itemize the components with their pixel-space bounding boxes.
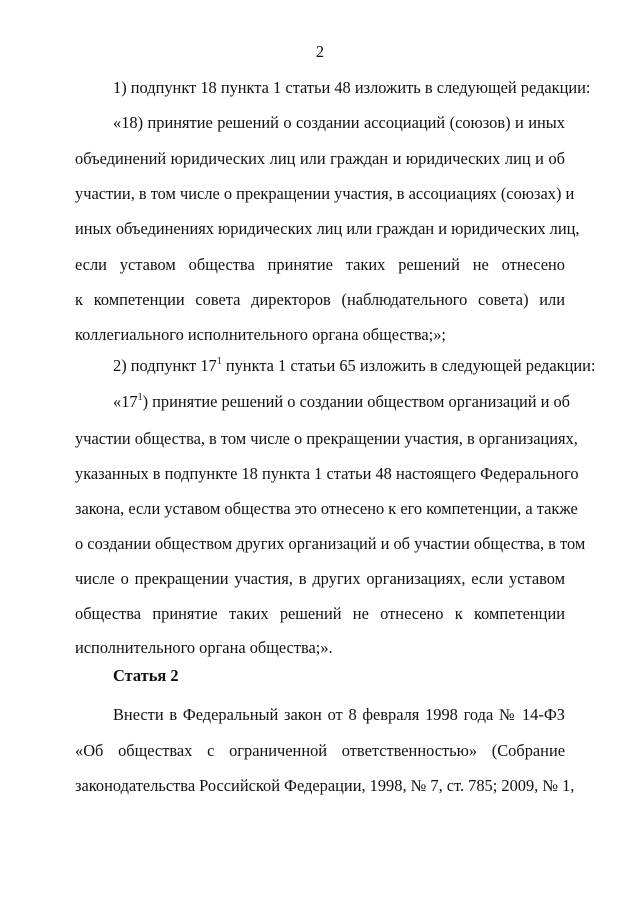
article-heading: Статья 2: [113, 666, 179, 685]
paragraph-line: 1) подпункт 18 пункта 1 статьи 48 изложить в следующей редакции:: [113, 78, 591, 97]
paragraph-line: если уставом общества принятие таких решений не отнесено: [75, 255, 565, 274]
paragraph-line: исполнительного органа общества;».: [75, 638, 333, 657]
page-number: 2: [315, 42, 325, 61]
paragraph-line: участии общества, в том числе о прекращении участия, в организациях,: [75, 429, 578, 448]
paragraph-line: Внести в Федеральный закон от 8 февраля 1998 года № 14-ФЗ: [113, 705, 565, 724]
paragraph-line: «18) принятие решений о создании ассоциаций (союзов) и иных: [113, 113, 565, 132]
paragraph-line: «$17^1$) принятие решений о создании обществом организаций и об: [113, 392, 571, 411]
paragraph-line: указанных в подпункте 18 пункта 1 статьи 48 настоящего Федерального: [75, 464, 579, 483]
paragraph-line: о создании обществом других организаций и об участии общества, в том: [75, 534, 586, 553]
superscript: 1: [137, 392, 143, 403]
paragraph-line: законодательства Российской Федерации, 1998, № 7, ст. 785; 2009, № 1,: [75, 776, 575, 795]
superscript: 1: [216, 356, 222, 367]
paragraph-line: коллегиального исполнительного органа общества;»;: [75, 325, 446, 344]
paragraph-line: числе о прекращении участия, в других организациях, если уставом: [75, 569, 565, 588]
paragraph-line: общества принятие таких решений не отнесено к компетенции: [75, 604, 565, 623]
paragraph-line: иных объединениях юридических лиц или граждан и юридических лиц,: [75, 219, 580, 238]
paragraph-line: закона, если уставом общества это отнесено к его компетенции, а также: [75, 499, 578, 518]
paragraph-line: «Об обществах с ограниченной ответственностью» (Собрание: [75, 741, 565, 760]
paragraph-line: участии, в том числе о прекращении участия, в ассоциациях (союзах) и: [75, 184, 575, 203]
paragraph-line: 2) подпункт $17^1$ пункта 1 статьи 65 изложить в следующей редакции:: [113, 356, 596, 375]
paragraph-line: объединений юридических лиц или граждан и юридических лиц и об: [75, 149, 565, 168]
paragraph-line: к компетенции совета директоров (наблюдательного совета) или: [75, 290, 565, 309]
